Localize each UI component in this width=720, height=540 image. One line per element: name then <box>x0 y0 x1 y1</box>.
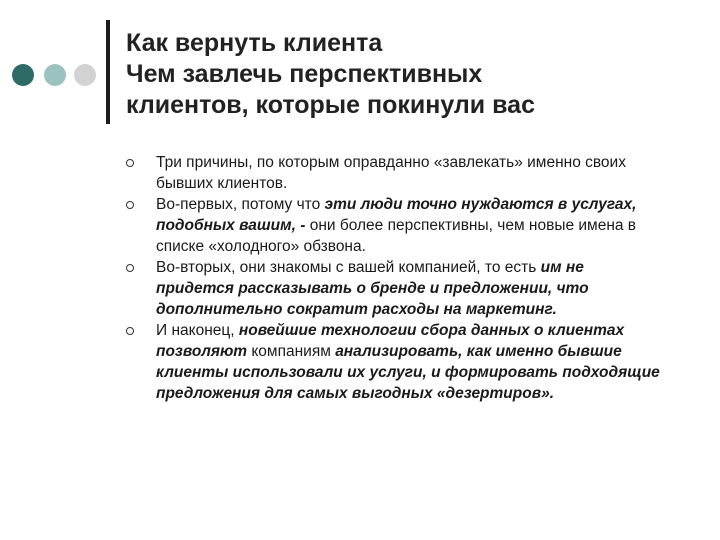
title-line: Чем завлечь перспективных <box>126 60 483 88</box>
bullet-text: Во-вторых, они знакомы с вашей компанией, то есть <box>156 259 541 276</box>
bullet-emphasis: эти люди точно нуждаются в услугах, подобных вашим, - <box>156 196 637 234</box>
ring-bullet-icon <box>126 264 134 272</box>
bullet-text: Во-первых, потому что <box>156 196 325 213</box>
title-line: Как вернуть клиента <box>126 29 383 57</box>
bullet-text: компаниям <box>247 343 336 360</box>
decorative-dot-gray <box>74 64 96 86</box>
bullet-text: они более перспективны, чем новые имена в списке «холодного» обзвона. <box>156 217 637 255</box>
bullet-text: Три причины, по которым оправданно «завлекать» именно своих бывших клиентов. <box>156 154 626 192</box>
ring-bullet-icon <box>126 159 134 167</box>
slide-title <box>126 28 696 121</box>
ring-bullet-icon <box>126 201 134 209</box>
bullet-emphasis: новейшие технологии сбора данных о клиентах позволяют <box>156 322 625 360</box>
bullet-item <box>124 152 664 194</box>
bullet-text: И наконец, <box>156 322 239 339</box>
bullet-list <box>124 152 664 404</box>
bullet-emphasis: им не придется рассказывать о бренде и предложении, что дополнительно сократит расходы на маркетинг. <box>156 259 589 318</box>
bullet-item <box>124 257 664 320</box>
title-line: клиентов, которые покинули вас <box>126 91 535 119</box>
bullet-emphasis: анализировать, как именно бывшие клиенты использовали их услуги, и формировать подходящие предложения для самых выгодных «дезертиров». <box>156 343 660 402</box>
title-divider <box>106 20 110 124</box>
decorative-dot-light <box>44 64 66 86</box>
bullet-item <box>124 320 664 404</box>
ring-bullet-icon <box>126 327 134 335</box>
decorative-dot-dark <box>12 64 34 86</box>
bullet-item <box>124 194 664 257</box>
decorative-dots <box>12 64 96 86</box>
